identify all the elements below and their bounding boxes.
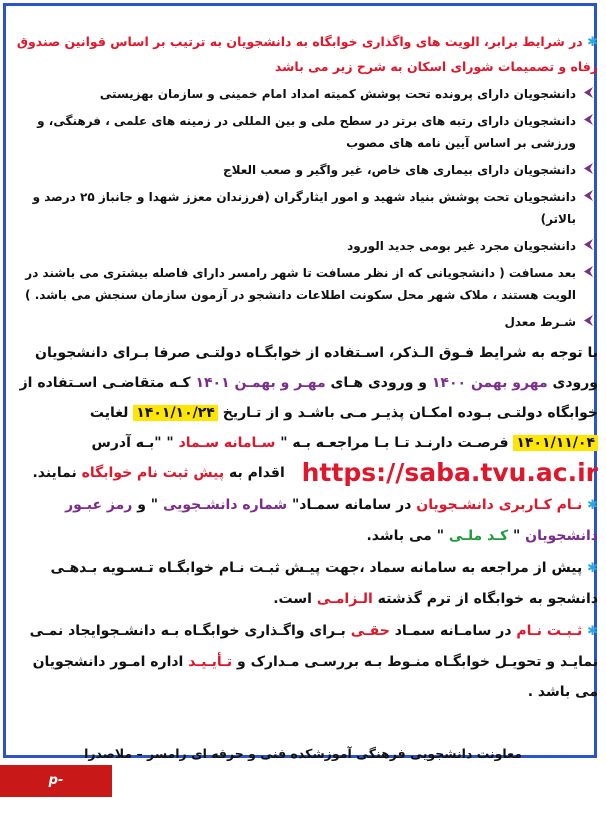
main-paragraph: با توجه به شرایط فـوق الـذکر، اسـتفاده از خوابگـاه دولتـی صرفا بـرای دانشجویان ورودی مهرو بهمن ۱۴۰۰ و ورودی هـای مهـر و بهمـن ۱۴۰۱ کـه متقاضـی اسـتفاده از خوابگاه دولتـی بـوده امکـان پذیـر مـی باشـد و از تـاریخ ۱۴۰۱/۱۰/۲۴ لغایت ۱۴۰۱/۱۱/۰۴ فرصـت دارنـد تـا بـا مراجعـه بـه " سـامانه سـماد " "بـه آدرس https://saba.tvu.ac.ir اقدام به پیش ثبت نام خوابگاه نمایند.	[19, 345, 598, 487]
priority-heading: ✱ در شرایط برابر، الویت های واگذاری خوابگاه به دانشجویان به ترتیب بر اساس قوانین صندوق رفاه و تصمیمات شورای اسکان به شرح زیر می باشد	[16, 34, 598, 74]
priority-list	[10, 83, 598, 333]
priority-item: دانشجویان مجرد غیر بومی جدید الورود	[10, 235, 598, 257]
priority-item: شـرط معدل	[10, 311, 598, 333]
announcement-body	[10, 30, 598, 707]
priority-item: دانشجویان دارای پرونده تحت پوشش کمیته امداد امام خمینی و سازمان بهزیستی	[10, 83, 598, 105]
priority-item: دانشجویان دارای رتبه های برتر در سطح ملی و بین المللی در زمینه های علمی ، فرهنگی، و ورزشی بر اساس آیین نامه های مصوب	[10, 110, 598, 154]
priority-item: دانشجویان تحت پوشش بنیاد شهید و امور ایثارگران (فرزندان معزز شهدا و جانباز ۲۵ درصد و بالاتر)	[10, 186, 598, 230]
blue-star-icon: ✱	[587, 35, 598, 50]
arrow-bullet-icon	[583, 265, 594, 278]
registration-note: ✱ ثـبـت نـام در سامـانه سمـاد حقـی بـرای واگـذاری خوابگـاه بـه دانشـجوایجاد نمـی نمایـد و تحویـل خوابگـاه منـوط بـه بررسـی مـدارک و تـأیـیـد اداره امـور دانشجویان می باشد .	[29, 623, 598, 700]
arrow-bullet-icon	[583, 86, 594, 99]
arrow-bullet-icon	[583, 238, 594, 251]
blue-star-icon: ✱	[587, 624, 598, 639]
arrow-bullet-icon	[583, 162, 594, 175]
blue-star-icon: ✱	[587, 498, 598, 513]
arrow-bullet-icon	[583, 189, 594, 202]
blue-star-icon: ✱	[587, 561, 598, 576]
start-date: ۱۴۰۱/۱۰/۲۴	[133, 405, 218, 421]
login-note: ✱ نـام کـاربری دانشـجویان در سامانه سمـاد" شماره دانشـجویی " و رمز عبـور دانشجویان " کـد ملـی " می باشد.	[65, 497, 598, 544]
arrow-bullet-icon	[583, 113, 594, 126]
arrow-bullet-icon	[583, 314, 594, 327]
settlement-note: ✱ پیش از مراجعه به سامانه سماد ،جهت پیـش ثبـت نـام خوابگـاه تـسـویه بـدهـی دانشجو به خوابگاه از ترم گذشته الـزامـی است.	[50, 560, 598, 607]
saba-url-link[interactable]: https://saba.tvu.ac.ir	[301, 458, 598, 487]
site-badge[interactable]: p-ramsar.tvu.ac.ir	[0, 765, 112, 797]
priority-item: دانشجویان دارای بیماری های خاص، غیر واگیر و صعب العلاج	[10, 159, 598, 181]
signature-line: معاونت دانشجویی فرهنگی آموزشکده فنی و حرفه ای رامسر – ملاصدرا	[84, 746, 522, 761]
end-date: ۱۴۰۱/۱۱/۰۴	[513, 435, 598, 451]
priority-item: بعد مسافت ( دانشجویانی که از نظر مسافت تا شهر رامسر دارای فاصله بیشتری می باشند در الویت هستند ، ملاک شهر محل سکونت اطلاعات دانشجو در آزمون سازمان سنجش می باشد. )	[10, 262, 598, 306]
